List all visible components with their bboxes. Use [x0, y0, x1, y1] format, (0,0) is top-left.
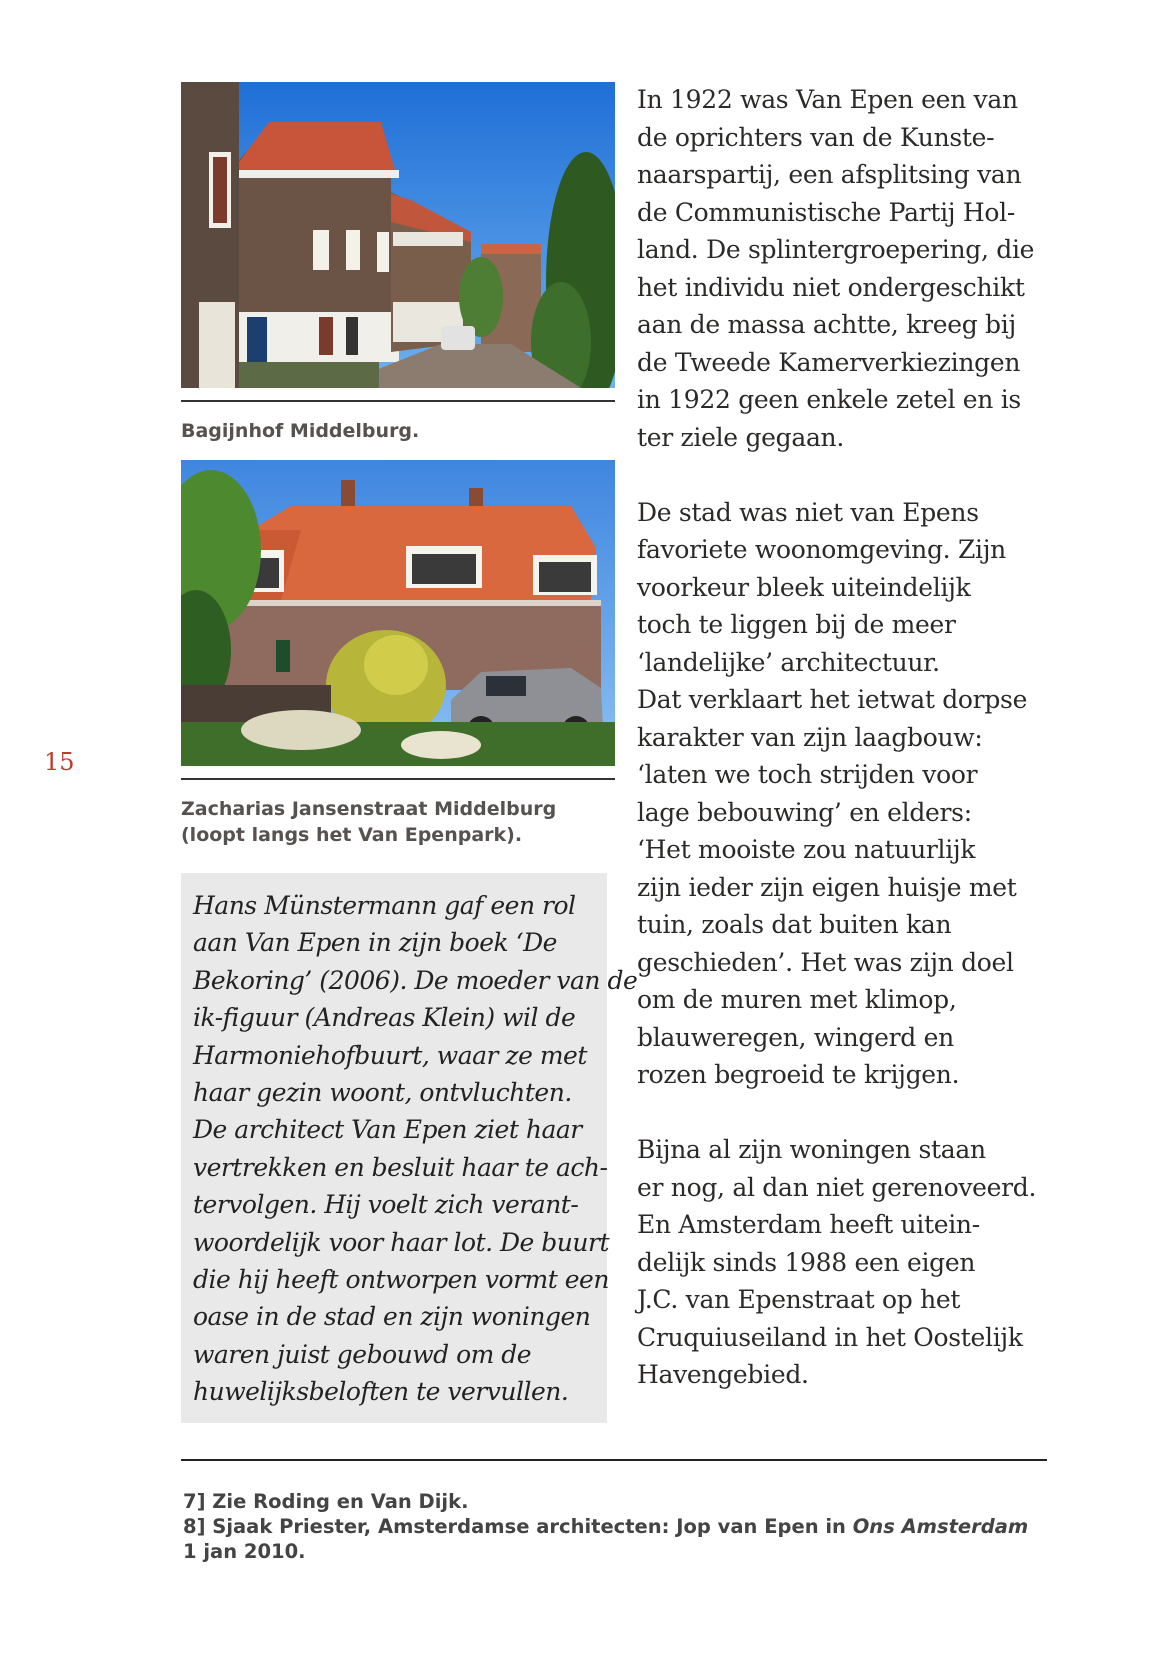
body-line: In 1922 was Van Epen een van [637, 85, 1018, 114]
footnote-8 [183, 1514, 1063, 1539]
body-line: aan de massa achtte, kreeg bij [637, 310, 1016, 339]
quote-line: Harmoniehofbuurt, waar ze met [193, 1040, 587, 1070]
body-line: ‘Het mooiste zou natuurlijk [637, 835, 976, 864]
body-line: geschieden’. Het was zijn doel [637, 947, 1014, 977]
body-line: En Amsterdam heeft uitein- [637, 1210, 980, 1239]
paragraph-gap [637, 456, 1077, 494]
quote-line: Bekoring’ (2006). De moeder van de [193, 965, 638, 995]
body-line: Bijna al zijn woningen staan [637, 1135, 986, 1164]
caption-rule [181, 778, 615, 780]
body-line: Havengebied. [637, 1360, 809, 1389]
quote-line: woordelijk voor haar lot. De buurt [193, 1227, 609, 1257]
caption-line: (loopt langs het Van Epenpark). [181, 824, 523, 846]
body-line: De stad was niet van Epens [637, 497, 979, 527]
quote-line: haar gezin woont, ontvluchten. [193, 1078, 572, 1108]
body-line: het individu niet ondergeschikt [637, 272, 1025, 302]
body-line: delijk sinds 1988 een eigen [637, 1247, 976, 1277]
quote-line: De architect Van Epen ziet haar [193, 1115, 582, 1145]
photo-zacharias-jansenstraat [181, 460, 615, 766]
paragraph-1 [637, 81, 1077, 456]
figure-zacharias-jansenstraat [181, 460, 615, 848]
paragraph-3 [637, 1131, 1077, 1394]
body-line: Dat verklaart het ietwat dorpse [637, 685, 1028, 714]
body-line: ter ziele gegaan. [637, 422, 844, 452]
caption-zacharias-jansenstraat [181, 796, 615, 848]
body-line: de Tweede Kamerverkiezingen [637, 347, 1021, 377]
page-number: 15 [44, 748, 75, 776]
body-line: in 1922 geen enkele zetel en is [637, 385, 1021, 414]
paragraph-gap [637, 1094, 1077, 1132]
body-line: blauweregen, wingerd en [637, 1022, 954, 1052]
figure-bagijnhof [181, 82, 615, 444]
body-line: favoriete woonomgeving. Zijn [637, 535, 1006, 564]
body-line: om de muren met klimop, [637, 985, 957, 1014]
body-line: lage bebouwing’ en elders: [637, 797, 972, 827]
body-line: karakter van zijn laagbouw: [637, 722, 983, 752]
caption-bagijnhof: Bagijnhof Middelburg. [181, 420, 420, 442]
body-line: Cruquiuseiland in het Oostelijk [637, 1322, 1023, 1352]
body-line: ‘laten we toch strijden voor [637, 760, 978, 789]
footnote-8-date: 1 jan 2010. [183, 1540, 306, 1563]
quote-line: tervolgen. Hij voelt zich verant- [193, 1190, 579, 1220]
quote-line: vertrekken en besluit haar te ach- [193, 1152, 608, 1182]
quote-line: huwelijksbeloften te vervullen. [193, 1377, 569, 1407]
quote-box [181, 873, 638, 1423]
body-line: de oprichters van de Kunste- [637, 122, 995, 152]
footnote-rule [181, 1459, 1047, 1461]
body-line: land. De splintergroepering, die [637, 235, 1035, 264]
body-line: naarspartij, een afsplitsing van [637, 160, 1022, 189]
body-line: voorkeur bleek uiteindelijk [637, 572, 971, 602]
body-line: er nog, al dan niet gerenoveerd. [637, 1172, 1037, 1202]
body-line: zijn ieder zijn eigen huisje met [637, 872, 1017, 902]
quote-line: oase in de stad en zijn woningen [193, 1302, 591, 1332]
footnote-8-text: 8] Sjaak Priester, Amsterdamse architecten: Jop van Epen in [183, 1515, 853, 1538]
paragraph-2 [637, 494, 1077, 1094]
body-line: de Communistische Partij Hol- [637, 197, 1015, 227]
quote-line: waren juist gebouwd om de [193, 1339, 532, 1369]
body-line: toch te liggen bij de meer [637, 610, 956, 639]
quote-line: ik-figuur (Andreas Klein) wil de [193, 1003, 576, 1033]
body-line: tuin, zoals dat buiten kan [637, 910, 952, 939]
footnote-7: 7] Zie Roding en Van Dijk. [183, 1490, 469, 1513]
caption-line: Zacharias Jansenstraat Middelburg [181, 798, 557, 820]
quote-line: Hans Münstermann gaf een rol [193, 891, 576, 920]
photo-bagijnhof [181, 82, 615, 388]
footnote-8-publication: Ons Amsterdam [852, 1515, 1029, 1538]
body-line: ‘landelijke’ architectuur. [637, 647, 940, 677]
footnotes [183, 1489, 1063, 1564]
body-line: rozen begroeid te krijgen. [637, 1060, 960, 1089]
quote-line: aan Van Epen in zijn boek ‘De [193, 928, 557, 958]
body-line: J.C. van Epenstraat op het [637, 1285, 961, 1314]
caption-rule [181, 400, 615, 402]
body-text [637, 81, 1077, 1394]
quote-line: die hij heeft ontworpen vormt een [193, 1265, 609, 1295]
